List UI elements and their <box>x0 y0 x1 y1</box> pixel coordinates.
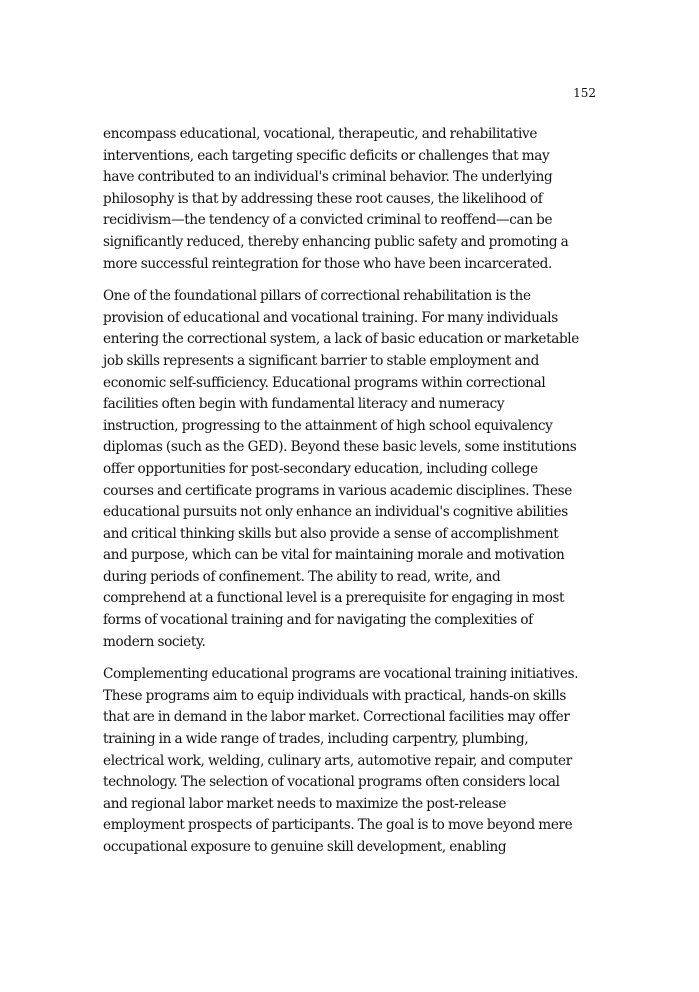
text-line: provision of educational and vocational training. For many individuals <box>103 309 558 326</box>
text-line: One of the foundational pillars of correctional rehabilitation is the <box>103 288 531 305</box>
text-line: and regional labor market needs to maximize the post-release <box>103 795 507 812</box>
text-line: technology. The selection of vocational programs often considers local <box>103 774 560 791</box>
paragraph-2 <box>103 286 600 653</box>
paragraph-1 <box>103 124 600 275</box>
text-line: encompass educational, vocational, therapeutic, and rehabilitative <box>103 126 538 142</box>
text-line: during periods of confinement. The ability to read, write, and <box>103 568 501 585</box>
text-line: have contributed to an individual's criminal behavior. The underlying <box>103 169 553 186</box>
text-line: interventions, each targeting specific deficits or challenges that may <box>103 147 550 164</box>
text-line: instruction, progressing to the attainment of high school equivalency <box>103 417 553 434</box>
page-number: 152 <box>573 86 596 100</box>
text-line: training in a wide range of trades, including carpentry, plumbing, <box>103 731 529 748</box>
text-line: modern society. <box>103 633 206 650</box>
text-line: philosophy is that by addressing these root causes, the likelihood of <box>103 190 543 207</box>
text-line: entering the correctional system, a lack of basic education or marketable <box>103 331 579 348</box>
text-line: forms of vocational training and for navigating the complexities of <box>103 612 533 629</box>
text-line: and critical thinking skills but also provide a sense of accomplishment <box>103 525 559 542</box>
text-line: economic self-sufficiency. Educational programs within correctional <box>103 374 546 391</box>
text-line: employment prospects of participants. The goal is to move beyond mere <box>103 817 573 834</box>
body-text <box>103 124 600 870</box>
text-line: and purpose, which can be vital for maintaining morale and motivation <box>103 547 565 564</box>
text-line: Complementing educational programs are vocational training initiatives. <box>103 666 579 683</box>
text-line: facilities often begin with fundamental literacy and numeracy <box>103 396 505 413</box>
text-line: occupational exposure to genuine skill development, enabling <box>103 839 507 855</box>
text-line: courses and certificate programs in various academic disciplines. These <box>103 482 572 499</box>
text-line: more successful reintegration for those who have been incarcerated. <box>103 255 552 272</box>
paragraph-3 <box>103 664 600 858</box>
text-line: offer opportunities for post-secondary education, including college <box>103 460 538 477</box>
text-line: recidivism—the tendency of a convicted criminal to reoffend—can be <box>103 212 553 229</box>
text-line: job skills represents a significant barrier to stable employment and <box>103 352 540 369</box>
text-line: comprehend at a functional level is a prerequisite for engaging in most <box>103 590 565 607</box>
text-line: significantly reduced, thereby enhancing public safety and promoting a <box>103 233 569 250</box>
text-line: These programs aim to equip individuals with practical, hands-on skills <box>103 687 566 704</box>
text-line: educational pursuits not only enhance an individual's cognitive abilities <box>103 504 568 521</box>
text-line: diplomas (such as the GED). Beyond these basic levels, some institutions <box>103 439 577 456</box>
text-line: that are in demand in the labor market. Correctional facilities may offer <box>103 709 570 726</box>
text-line: electrical work, welding, culinary arts, automotive repair, and computer <box>103 752 572 769</box>
